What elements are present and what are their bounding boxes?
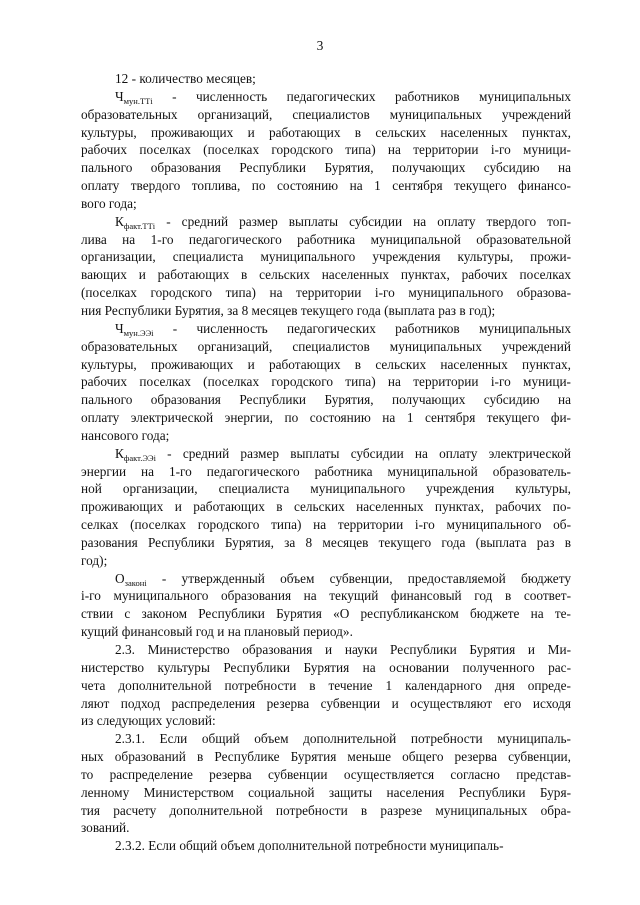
text-line [81, 463, 571, 481]
paragraph [81, 730, 571, 837]
text-line [81, 159, 571, 177]
text-line [81, 409, 571, 427]
line-text: - средний размер выплаты субсидии на оплату твердого топ- [155, 213, 571, 229]
line-text: - численность педагогических работников муниципальных [152, 88, 571, 104]
line-text: образовательных организаций, специалистов муниципальных учреждений [81, 338, 571, 354]
line-text: ной организации, специалиста муниципального учреждения культуры, [81, 481, 571, 497]
text-line [81, 605, 571, 623]
text-line [81, 837, 571, 855]
text-line [81, 641, 571, 659]
formula-symbol: К [115, 445, 124, 461]
line-text: то распределение резерва субвенции осуществляется согласно представ- [81, 766, 571, 782]
formula-subscript: законi [124, 577, 147, 588]
line-text: проживающих и работающих в сельских населенных пунктах, рабочих по- [81, 499, 571, 515]
line-text: год); [81, 552, 108, 568]
text-line [81, 677, 571, 695]
text-line [81, 320, 571, 338]
line-text: нансового года; [81, 427, 170, 443]
text-line [81, 712, 571, 730]
text-line [81, 338, 571, 356]
text-line [81, 766, 571, 784]
line-text: пального образования Республики Бурятия, получающих субсидию на [81, 392, 571, 408]
text-line [81, 534, 571, 552]
line-text: разования Республики Бурятия, за 8 месяцев текущего года (выплата раз в [81, 534, 571, 550]
text-line [81, 266, 571, 284]
paragraph [81, 213, 571, 320]
line-text: - утвержденный объем субвенции, предоставляемой бюджету [146, 570, 571, 586]
line-text: культуры, проживающих и работающих в сельских населенных пунктах, [81, 124, 571, 140]
text-line [81, 730, 571, 748]
line-text: чета дополнительной потребности в течение 1 календарного дня опреде- [81, 677, 571, 693]
text-line [81, 141, 571, 159]
line-text: образовательных организаций, специалистов муниципальных учреждений [81, 106, 571, 122]
line-text: рабочих поселках (поселках городского типа) на территории i-го муници- [81, 142, 571, 158]
paragraph [81, 70, 571, 88]
paragraph [81, 641, 571, 730]
text-line [81, 819, 571, 837]
text-line [81, 88, 571, 106]
line-text: пального образования Республики Бурятия, получающих субсидию на [81, 160, 571, 176]
line-text: ленному Министерством социальной защиты населения Республики Буря- [81, 784, 571, 800]
text-line [81, 695, 571, 713]
line-text: вого года; [81, 195, 137, 211]
line-text: кущий финансовый год и на плановый период». [81, 624, 353, 640]
paragraph [81, 320, 571, 445]
line-text: рабочих поселках (поселках городского типа) на территории i-го муници- [81, 374, 571, 390]
line-text: нистерство культуры Республики Бурятия на основании полученного рас- [81, 659, 571, 675]
line-text: - средний размер выплаты субсидии на оплату электрической [155, 445, 571, 461]
paragraph [81, 88, 571, 213]
line-text: организации, специалиста муниципального учреждения культуры, прожи- [81, 249, 571, 265]
line-text: культуры, проживающих и работающих в сельских населенных пунктах, [81, 356, 571, 372]
text-line [81, 356, 571, 374]
line-text: селках (поселках городского типа) на территории i-го муниципального об- [81, 517, 571, 533]
line-text: вающих и работающих в сельских населенных пунктах, рабочих поселках [81, 267, 571, 283]
text-line [81, 213, 571, 231]
line-text: i-го муниципального образования на текущий финансовый год в соответ- [81, 588, 571, 604]
document-body [81, 70, 571, 855]
text-line [81, 302, 571, 320]
line-text: (поселках городского типа) на территории i-го муниципального образова- [81, 285, 571, 301]
text-line [81, 802, 571, 820]
text-line [81, 498, 571, 516]
paragraph [81, 837, 571, 855]
paragraph [81, 570, 571, 641]
text-line [81, 570, 571, 588]
line-text: 2.3. Министерство образования и науки Республики Бурятия и Ми- [115, 642, 571, 657]
text-line [81, 784, 571, 802]
line-text: лива на 1-го педагогического работника муниципальной образовательной [81, 231, 571, 247]
line-text: ствии с законом Республики Бурятия «О республиканском бюджете на те- [81, 606, 571, 622]
line-text: зований. [81, 820, 130, 836]
formula-symbol: О [115, 570, 125, 586]
text-line [81, 124, 571, 142]
text-line [81, 70, 571, 88]
line-text: из следующих условий: [81, 713, 216, 729]
line-text: - численность педагогических работников муниципальных [153, 320, 571, 336]
paragraph [81, 445, 571, 570]
formula-subscript: мун.ЭЭi [123, 327, 154, 338]
text-line [81, 284, 571, 302]
text-line [81, 552, 571, 570]
formula-symbol: К [115, 213, 124, 229]
text-line [81, 195, 571, 213]
formula-subscript: факт.ЭЭi [123, 452, 156, 463]
text-line [81, 391, 571, 409]
line-text: тия расчету дополнительной потребности в разрезе муниципальных обра- [81, 802, 571, 818]
formula-subscript: мун.ТТi [123, 95, 153, 106]
text-line [81, 480, 571, 498]
page-number: 3 [316, 38, 324, 53]
text-line [81, 445, 571, 463]
line-text: 2.3.2. Если общий объем дополнительной потребности муниципаль- [115, 838, 504, 854]
text-line [81, 373, 571, 391]
line-text: 12 - количество месяцев; [115, 71, 256, 86]
line-text: оплату электрической энергии, по состоянию на 1 сентября текущего фи- [81, 410, 571, 426]
formula-symbol: Ч [115, 320, 124, 336]
text-line [81, 659, 571, 677]
line-text: ляют подход распределения резерва субвенции и осуществляют его исходя [81, 695, 571, 711]
text-line [81, 177, 571, 195]
text-line [81, 587, 571, 605]
line-text: оплату твердого топлива, по состоянию на 1 сентября текущего финансо- [81, 178, 571, 194]
formula-symbol: Ч [115, 88, 124, 104]
text-line [81, 231, 571, 249]
text-line [81, 623, 571, 641]
line-text: ния Республики Бурятия, за 8 месяцев текущего года (выплата раз в год); [81, 302, 496, 318]
text-line [81, 248, 571, 266]
text-line [81, 748, 571, 766]
formula-subscript: факт.ТТi [123, 220, 156, 231]
line-text: 2.3.1. Если общий объем дополнительной потребности муниципаль- [115, 731, 571, 747]
text-line [81, 516, 571, 534]
text-line [81, 427, 571, 445]
text-line [81, 106, 571, 124]
line-text: ных образований в Республике Бурятия меньше общего резерва субвенции, [81, 749, 571, 765]
line-text: энергии на 1-го педагогического работника муниципальной образователь- [81, 463, 571, 479]
